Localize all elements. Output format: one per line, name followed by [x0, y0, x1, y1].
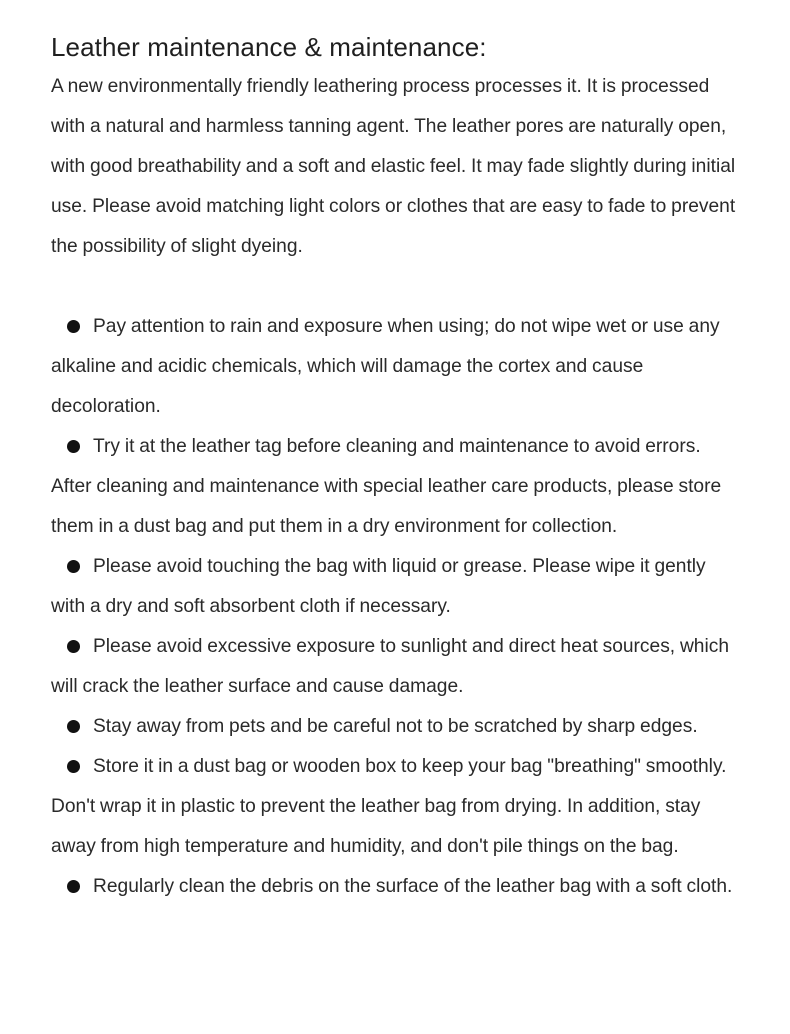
list-item: [51, 547, 741, 627]
list-item: [51, 867, 741, 907]
list-item: [51, 307, 741, 427]
list-item-text: Regularly clean the debris on the surface of the leather bag with a soft cloth.: [93, 876, 733, 897]
bullet-icon: [67, 640, 80, 653]
list-item: [51, 707, 741, 747]
list-item: [51, 427, 741, 547]
bullet-icon: [67, 440, 80, 453]
list-item-text: Stay away from pets and be careful not to be scratched by sharp edges.: [93, 716, 698, 737]
list-item-text: Store it in a dust bag or wooden box to keep your bag "breathing" smoothly. Don't wrap it in plastic to prevent the leather bag from drying. In addition, stay away from high temperature and humidity, and don't pile things on the bag.: [51, 756, 727, 857]
bullet-icon: [67, 760, 80, 773]
bullet-icon: [67, 880, 80, 893]
list-item-text: Try it at the leather tag before cleaning and maintenance to avoid errors. After cleaning and maintenance with special leather care products, please store them in a dust bag and put them in a dry environment for collection.: [51, 436, 722, 537]
care-list: [51, 307, 741, 907]
list-item-text: Please avoid touching the bag with liquid or grease. Please wipe it gently with a dry and soft absorbent cloth if necessary.: [51, 556, 706, 617]
list-item: [51, 747, 741, 867]
list-item-text: Pay attention to rain and exposure when using; do not wipe wet or use any alkaline and acidic chemicals, which will damage the cortex and cause decoloration.: [51, 316, 720, 417]
bullet-icon: [67, 720, 80, 733]
bullet-icon: [67, 560, 80, 573]
bullet-icon: [67, 320, 80, 333]
paragraph-spacer: [51, 267, 741, 307]
intro-paragraph: A new environmentally friendly leathering process processes it. It is processed with a natural and harmless tanning agent. The leather pores are naturally open, with good breathability and a soft and elastic feel. It may fade slightly during initial use. Please avoid matching light colors or clothes that are easy to fade to prevent the possibility of slight dyeing.: [51, 76, 736, 257]
list-item-text: Please avoid excessive exposure to sunlight and direct heat sources, which will crack the leather surface and cause damage.: [51, 636, 730, 697]
document-body: [51, 27, 741, 907]
list-item: [51, 627, 741, 707]
page-title: Leather maintenance & maintenance:: [51, 32, 487, 62]
